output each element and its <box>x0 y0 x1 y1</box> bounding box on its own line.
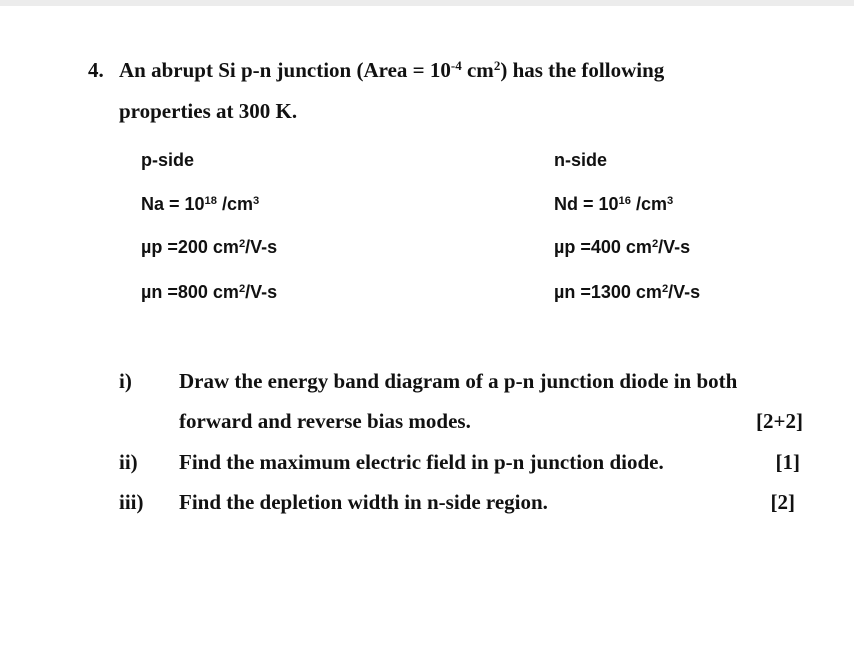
part-iii-line-1: Find the depletion width in n-side region. <box>179 490 548 514</box>
p-side-mun: µn =800 $cm^2/V-s$ <box>141 282 278 302</box>
top-edge-bar <box>0 0 854 6</box>
n-side-mup: µp =400 $cm^2/V-s$ <box>554 237 691 257</box>
part-iii-marks: [2] <box>770 490 795 514</box>
n-side-header: n-side <box>554 150 608 170</box>
question-number: 4. <box>88 58 104 82</box>
part-ii-line-1: Find the maximum electric field in p-n junction diode. <box>179 450 664 474</box>
part-ii-marks: [1] <box>775 450 800 474</box>
question-line-1: An abrupt Si p-n junction (Area = $10^{-4}$ $cm^2$) has the following <box>119 57 665 82</box>
n-side-nd: $Nd = 10^{16}$ $/cm^3$ <box>554 194 674 214</box>
part-i-line-1: Draw the energy band diagram of a p-n junction diode in both <box>179 369 738 393</box>
part-i-marks: [2+2] <box>756 409 803 433</box>
part-ii-label: ii) <box>119 450 138 474</box>
n-side-mun: µn =1300 $cm^2/V-s$ <box>554 282 701 302</box>
p-side-header: p-side <box>141 150 195 170</box>
p-side-na: $Na = 10^{18}$ $/cm^3$ <box>141 194 260 214</box>
question-line-2: properties at 300 K. <box>119 99 298 123</box>
p-side-mup: µp =200 $cm^2/V-s$ <box>141 237 278 257</box>
part-i-line-2: forward and reverse bias modes. <box>179 409 471 433</box>
part-iii-label: iii) <box>119 490 144 514</box>
part-i-label: i) <box>119 369 132 393</box>
